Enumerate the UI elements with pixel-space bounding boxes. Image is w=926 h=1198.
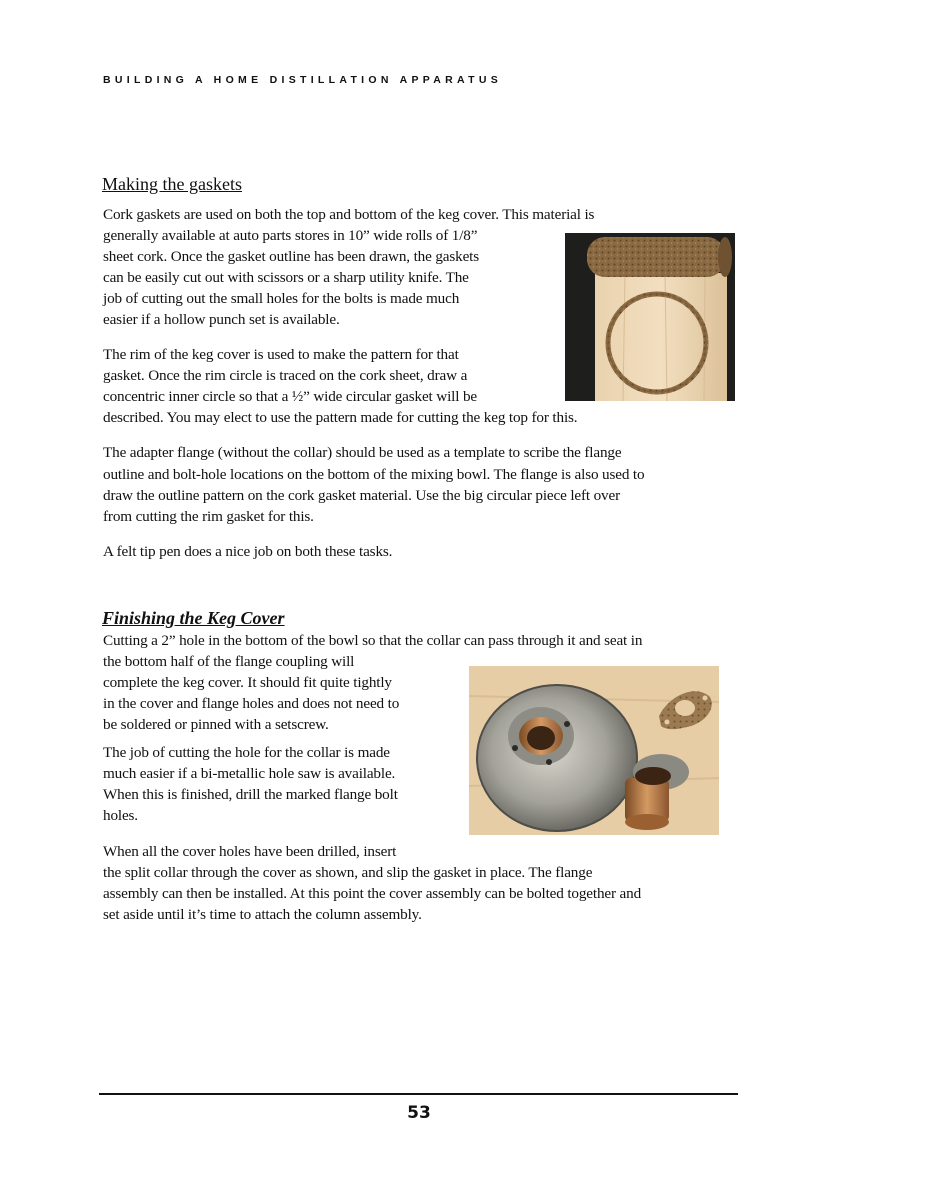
paragraph-line: the bottom half of the flange coupling will bbox=[103, 653, 355, 670]
paragraph-line: outline and bolt-hole locations on the bottom of the mixing bowl. The flange is also used to bbox=[103, 466, 645, 483]
paragraph-line: When this is finished, drill the marked flange bolt bbox=[103, 786, 398, 803]
paragraph-line: When all the cover holes have been drilled, insert bbox=[103, 843, 397, 860]
paragraph-line: Cutting a 2” hole in the bottom of the bowl so that the collar can pass through it and seat in bbox=[103, 632, 643, 649]
page-number: 53 bbox=[407, 1103, 431, 1123]
paragraph-line: the split collar through the cover as shown, and slip the gasket in place. The flange bbox=[103, 864, 593, 881]
paragraph-line: job of cutting out the small holes for the bolts is made much bbox=[103, 290, 460, 307]
paragraph-line: The rim of the keg cover is used to make the pattern for that bbox=[103, 346, 459, 363]
running-header: BUILDING A HOME DISTILLATION APPARATUS bbox=[103, 74, 503, 86]
paragraph-line: The job of cutting the hole for the collar is made bbox=[103, 744, 390, 761]
paragraph-line: gasket. Once the rim circle is traced on the cork sheet, draw a bbox=[103, 367, 468, 384]
paragraph-line: draw the outline pattern on the cork gasket material. Use the big circular piece left over bbox=[103, 487, 621, 504]
paragraph-line: The adapter flange (without the collar) should be used as a template to scribe the flange bbox=[103, 444, 622, 461]
section-heading-keg-cover: Finishing the Keg Cover bbox=[102, 608, 285, 628]
paragraph-line: holes. bbox=[103, 807, 138, 824]
paragraph-line: Cork gaskets are used on both the top and bottom of the keg cover. This material is bbox=[103, 206, 595, 223]
paragraph-line: described. You may elect to use the pattern made for cutting the keg top for this. bbox=[103, 409, 578, 426]
paragraph-line: complete the keg cover. It should fit quite tightly bbox=[103, 674, 392, 691]
paragraph-line: easier if a hollow punch set is available. bbox=[103, 311, 340, 328]
paragraph-line: set aside until it’s time to attach the column assembly. bbox=[103, 906, 422, 923]
paragraph-line: much easier if a bi-metallic hole saw is available. bbox=[103, 765, 396, 782]
footer-rule bbox=[99, 1093, 738, 1095]
paragraph-line: assembly can then be installed. At this point the cover assembly can be bolted together and bbox=[103, 885, 642, 902]
paragraph-line: be soldered or pinned with a setscrew. bbox=[103, 716, 329, 733]
paragraph-line: A felt tip pen does a nice job on both these tasks. bbox=[103, 543, 393, 560]
cork-gasket-photo bbox=[565, 233, 735, 401]
paragraph-line: sheet cork. Once the gasket outline has been drawn, the gaskets bbox=[103, 248, 480, 265]
paragraph-line: concentric inner circle so that a ½” wide circular gasket will be bbox=[103, 388, 477, 405]
paragraph-line: can be easily cut out with scissors or a sharp utility knife. The bbox=[103, 269, 469, 286]
paragraph-line: generally available at auto parts stores in 10” wide rolls of 1/8” bbox=[103, 227, 478, 244]
section-heading-gaskets: Making the gaskets bbox=[102, 174, 242, 194]
paragraph-line: in the cover and flange holes and does not need to bbox=[103, 695, 400, 712]
paragraph-line: from cutting the rim gasket for this. bbox=[103, 508, 314, 525]
keg-cover-photo bbox=[469, 666, 719, 835]
